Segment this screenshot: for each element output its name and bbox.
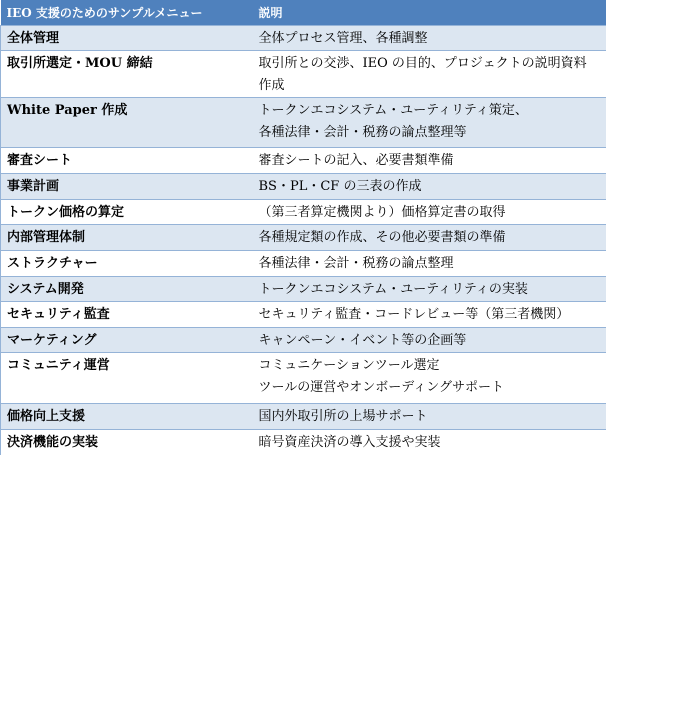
menu-item-name: 価格向上支援: [1, 404, 254, 430]
menu-item-name: ストラクチャー: [1, 251, 254, 277]
description-line: 全体プロセス管理、各種調整: [258, 31, 428, 46]
menu-item-description: [254, 430, 606, 455]
description-line: トークンエコシステム・ユーティリティの実装: [258, 282, 528, 297]
menu-item-description: [254, 225, 606, 251]
menu-item-description: [254, 174, 606, 200]
table-row: [1, 353, 606, 404]
description-line: キャンペーン・イベント等の企画等: [258, 333, 467, 348]
menu-item-name: 内部管理体制: [1, 225, 254, 251]
table-row: [1, 174, 606, 200]
menu-item-name: セキュリティ監査: [1, 302, 254, 328]
table-row: [1, 225, 606, 251]
menu-item-description: [254, 251, 606, 277]
menu-item-description: [254, 51, 606, 98]
table-row: [1, 26, 606, 51]
description-line: （第三者算定機関より）価格算定書の取得: [258, 205, 506, 220]
menu-item-name: システム開発: [1, 277, 254, 302]
table-row: [1, 302, 606, 328]
header-menu: IEO 支援のためのサンプルメニュー: [1, 0, 254, 26]
description-line: 各種法律・会計・税務の論点整理等: [258, 125, 467, 140]
description-line: 暗号資産決済の導入支援や実装: [258, 435, 441, 450]
menu-item-name: White Paper 作成: [1, 98, 254, 148]
table-row: [1, 404, 606, 430]
description-line: トークンエコシステム・ユーティリティ策定、: [258, 103, 528, 118]
table-row: [1, 51, 606, 98]
description-line: セキュリティ監査・コードレビュー等（第三者機関）: [258, 307, 570, 322]
table-row: [1, 148, 606, 174]
table-row: [1, 328, 606, 353]
description-line: 国内外取引所の上場サポート: [258, 409, 428, 424]
header-description: 説明: [254, 0, 606, 26]
menu-item-name: トークン価格の算定: [1, 200, 254, 225]
menu-item-name: マーケティング: [1, 328, 254, 353]
description-line: 各種法律・会計・税務の論点整理: [258, 256, 454, 271]
table-row: [1, 430, 606, 455]
description-line: 作成: [258, 78, 285, 93]
menu-item-description: [254, 26, 606, 51]
menu-item-description: [254, 328, 606, 353]
menu-item-name: コミュニティ運営: [1, 353, 254, 404]
menu-item-name: 審査シート: [1, 148, 254, 174]
description-line: BS・PL・CF の三表の作成: [258, 179, 422, 194]
description-line: 取引所との交渉、IEO の目的、プロジェクトの説明資料: [258, 56, 587, 71]
table-row: [1, 98, 606, 148]
table-row: [1, 251, 606, 277]
menu-item-description: [254, 277, 606, 302]
header-row: [1, 0, 606, 26]
description-line: コミュニケーションツール選定: [258, 358, 440, 373]
table-row: [1, 277, 606, 302]
menu-item-description: [254, 353, 606, 404]
menu-item-description: [254, 404, 606, 430]
menu-item-description: [254, 302, 606, 328]
table-row: [1, 200, 606, 225]
menu-item-name: 取引所選定・MOU 締結: [1, 51, 254, 98]
menu-item-description: [254, 148, 606, 174]
menu-item-name: 決済機能の実装: [1, 430, 254, 455]
description-line: 審査シートの記入、必要書類準備: [258, 153, 454, 168]
menu-item-name: 事業計画: [1, 174, 254, 200]
menu-item-description: [254, 98, 606, 148]
description-line: 各種規定類の作成、その他必要書類の準備: [258, 230, 506, 245]
menu-item-description: [254, 200, 606, 225]
menu-item-name: 全体管理: [1, 26, 254, 51]
description-line: ツールの運営やオンボーディングサポート: [258, 380, 504, 395]
